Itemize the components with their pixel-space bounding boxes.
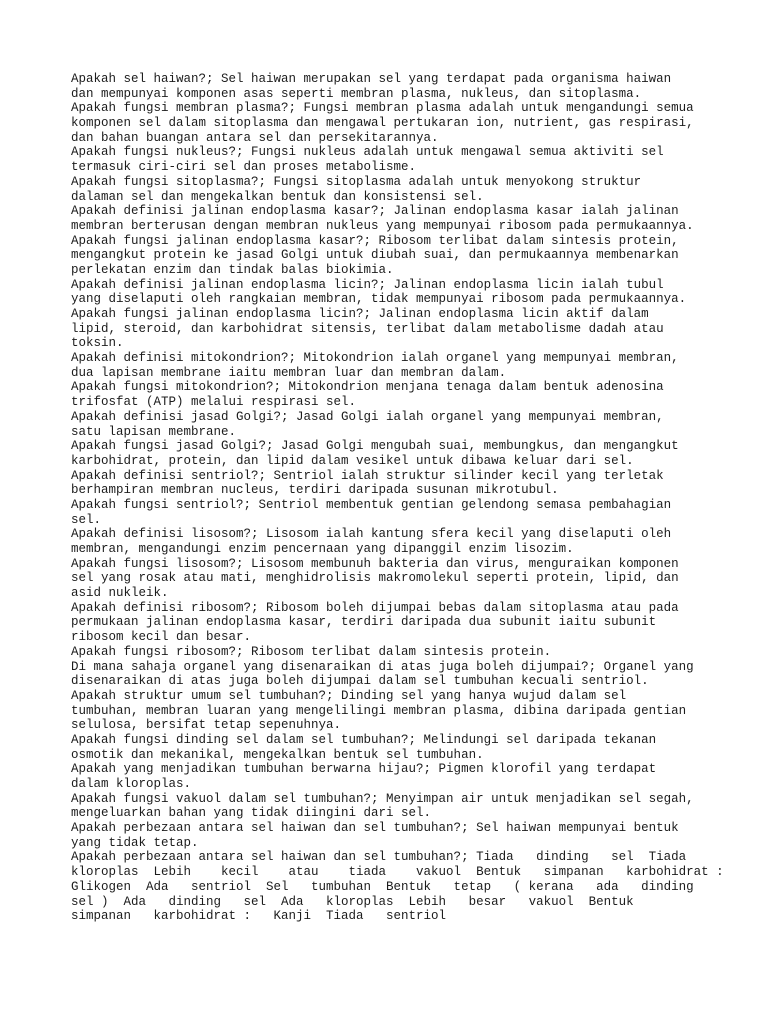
text-line: dua lapisan membrane iaitu membran luar dan membran dalam.: [71, 365, 507, 380]
text-line: kloroplas Lebih kecil atau tiada vakuol Bentuk simpanan karbohidrat :: [71, 865, 724, 880]
text-line: membran, mengandungi enzim pencernaan yang dipanggil enzim lisozim.: [71, 542, 574, 556]
text-line: membran berterusan dengan membran nukleus yang mempunyai ribosom pada permukaannya.: [71, 218, 694, 233]
text-line: Apakah definisi sentriol?; Sentriol ialah struktur silinder kecil yang terletak: [71, 468, 664, 483]
text-line: termasuk ciri-ciri sel dan proses metabolisme.: [71, 160, 417, 175]
text-line: Apakah sel haiwan?; Sel haiwan merupakan sel yang terdapat pada organisma haiwan: [71, 72, 672, 86]
text-line: dalam kloroplas.: [71, 777, 192, 791]
text-line: trifosfat (ATP) melalui respirasi sel.: [71, 395, 357, 410]
text-line: ribosom kecil dan besar.: [71, 630, 252, 645]
text-line: selulosa, bersifat tetap sepenuhnya.: [71, 718, 342, 733]
text-line: perlekatan enzim dan tindak balas biokimia.: [71, 262, 394, 277]
text-line: berhampiran membran nucleus, terdiri daripada susunan mikrotubul.: [71, 483, 559, 498]
text-line: komponen sel dalam sitoplasma dan mengawal pertukaran ion, nutrient, gas respirasi,: [71, 116, 694, 131]
text-line: disenaraikan di atas juga boleh dijumpai dalam sel tumbuhan kecuali sentriol.: [71, 674, 649, 689]
text-line: Apakah fungsi dinding sel dalam sel tumbuhan?; Melindungi sel daripada tekanan: [71, 732, 657, 747]
text-line: Apakah fungsi membran plasma?; Fungsi membran plasma adalah untuk mengandungi semua: [71, 101, 694, 116]
document-body: [71, 72, 724, 924]
text-line: toksin.: [71, 336, 124, 351]
text-line: Apakah definisi ribosom?; Ribosom boleh dijumpai bebas dalam sitoplasma atau pada: [71, 600, 679, 615]
text-line: sel yang rosak atau mati, menghidrolisis makromolekul seperti protein, lipid, dan: [71, 571, 679, 586]
text-line: yang tidak tetap.: [71, 835, 199, 850]
text-line: Apakah yang menjadikan tumbuhan berwarna hijau?; Pigmen klorofil yang terdapat: [71, 762, 657, 777]
text-line: dan mempunyai komponen asas seperti membran plasma, nukleus, dan sitoplasma.: [71, 86, 642, 101]
text-line: sel ) Ada dinding sel Ada kloroplas Lebih besar vakuol Bentuk: [71, 894, 634, 909]
text-line: mengangkut protein ke jasad Golgi untuk diubah suai, dan permukaannya membenarkan: [71, 248, 679, 263]
text-line: dalaman sel dan mengekalkan bentuk dan konsistensi sel.: [71, 189, 484, 204]
text-line: Apakah fungsi jalinan endoplasma licin?; Jalinan endoplasma licin aktif dalam: [71, 307, 649, 321]
text-line: Apakah definisi jalinan endoplasma kasar?; Jalinan endoplasma kasar ialah jalinan: [71, 204, 679, 219]
text-line: asid nukleik.: [71, 586, 169, 601]
text-line: Apakah fungsi mitokondrion?; Mitokondrion menjana tenaga dalam bentuk adenosina: [71, 380, 664, 395]
text-line: Apakah perbezaan antara sel haiwan dan sel tumbuhan?; Sel haiwan mempunyai bentuk: [71, 821, 679, 836]
text-line: Apakah fungsi lisosom?; Lisosom membunuh bakteria dan virus, menguraikan komponen: [71, 556, 679, 571]
text-line: Apakah fungsi vakuol dalam sel tumbuhan?; Menyimpan air untuk menjadikan sel segah,: [71, 791, 694, 806]
text-line: mengeluarkan bahan yang tidak diingini dari sel.: [71, 806, 432, 821]
text-line: satu lapisan membrane.: [71, 424, 237, 439]
text-line: Apakah fungsi jasad Golgi?; Jasad Golgi mengubah suai, membungkus, dan mengangkut: [71, 439, 679, 454]
text-line: permukaan jalinan endoplasma kasar, terdiri daripada dua subunit iaitu subunit: [71, 615, 657, 630]
text-line: Apakah fungsi jalinan endoplasma kasar?; Ribosom terlibat dalam sintesis protein,: [71, 233, 679, 248]
text-line: simpanan karbohidrat : Kanji Tiada sentriol: [71, 909, 447, 924]
text-line: Apakah fungsi nukleus?; Fungsi nukleus adalah untuk mengawal semua aktiviti sel: [71, 145, 664, 160]
text-line: lipid, steroid, dan karbohidrat sitensis, terlibat dalam metabolisme dadah atau: [71, 321, 664, 336]
text-line: Apakah definisi lisosom?; Lisosom ialah kantung sfera kecil yang diselaputi oleh: [71, 527, 672, 542]
text-line: sel.: [71, 512, 102, 527]
text-line: osmotik dan mekanikal, mengekalkan bentuk sel tumbuhan.: [71, 747, 484, 762]
text-line: Apakah perbezaan antara sel haiwan dan sel tumbuhan?; Tiada dinding sel Tiada: [71, 850, 687, 865]
text-line: karbohidrat, protein, dan lipid dalam vesikel untuk dibawa keluar dari sel.: [71, 453, 634, 468]
text-line: Di mana sahaja organel yang disenaraikan di atas juga boleh dijumpai?; Organel yang: [71, 659, 694, 674]
text-line: Apakah definisi jalinan endoplasma licin?; Jalinan endoplasma licin ialah tubul: [71, 277, 664, 292]
text-line: tumbuhan, membran luaran yang mengelilingi membran plasma, dibina daripada gentian: [71, 703, 687, 718]
text-line: Apakah definisi mitokondrion?; Mitokondrion ialah organel yang mempunyai membran,: [71, 351, 679, 366]
text-line: Apakah fungsi sitoplasma?; Fungsi sitoplasma adalah untuk menyokong struktur: [71, 174, 642, 189]
text-line: Apakah struktur umum sel tumbuhan?; Dinding sel yang hanya wujud dalam sel: [71, 688, 627, 703]
text-line: Glikogen Ada sentriol Sel tumbuhan Bentuk tetap ( kerana ada dinding: [71, 879, 694, 894]
text-line: dan bahan buangan antara sel dan persekitarannya.: [71, 130, 439, 145]
text-line: Apakah definisi jasad Golgi?; Jasad Golgi ialah organel yang mempunyai membran,: [71, 409, 664, 424]
text-line: Apakah fungsi sentriol?; Sentriol membentuk gentian gelendong semasa pembahagian: [71, 497, 672, 512]
text-line: Apakah fungsi ribosom?; Ribosom terlibat dalam sintesis protein.: [71, 644, 552, 659]
text-line: yang diselaputi oleh rangkaian membran, tidak mempunyai ribosom pada permukaannya.: [71, 292, 687, 307]
